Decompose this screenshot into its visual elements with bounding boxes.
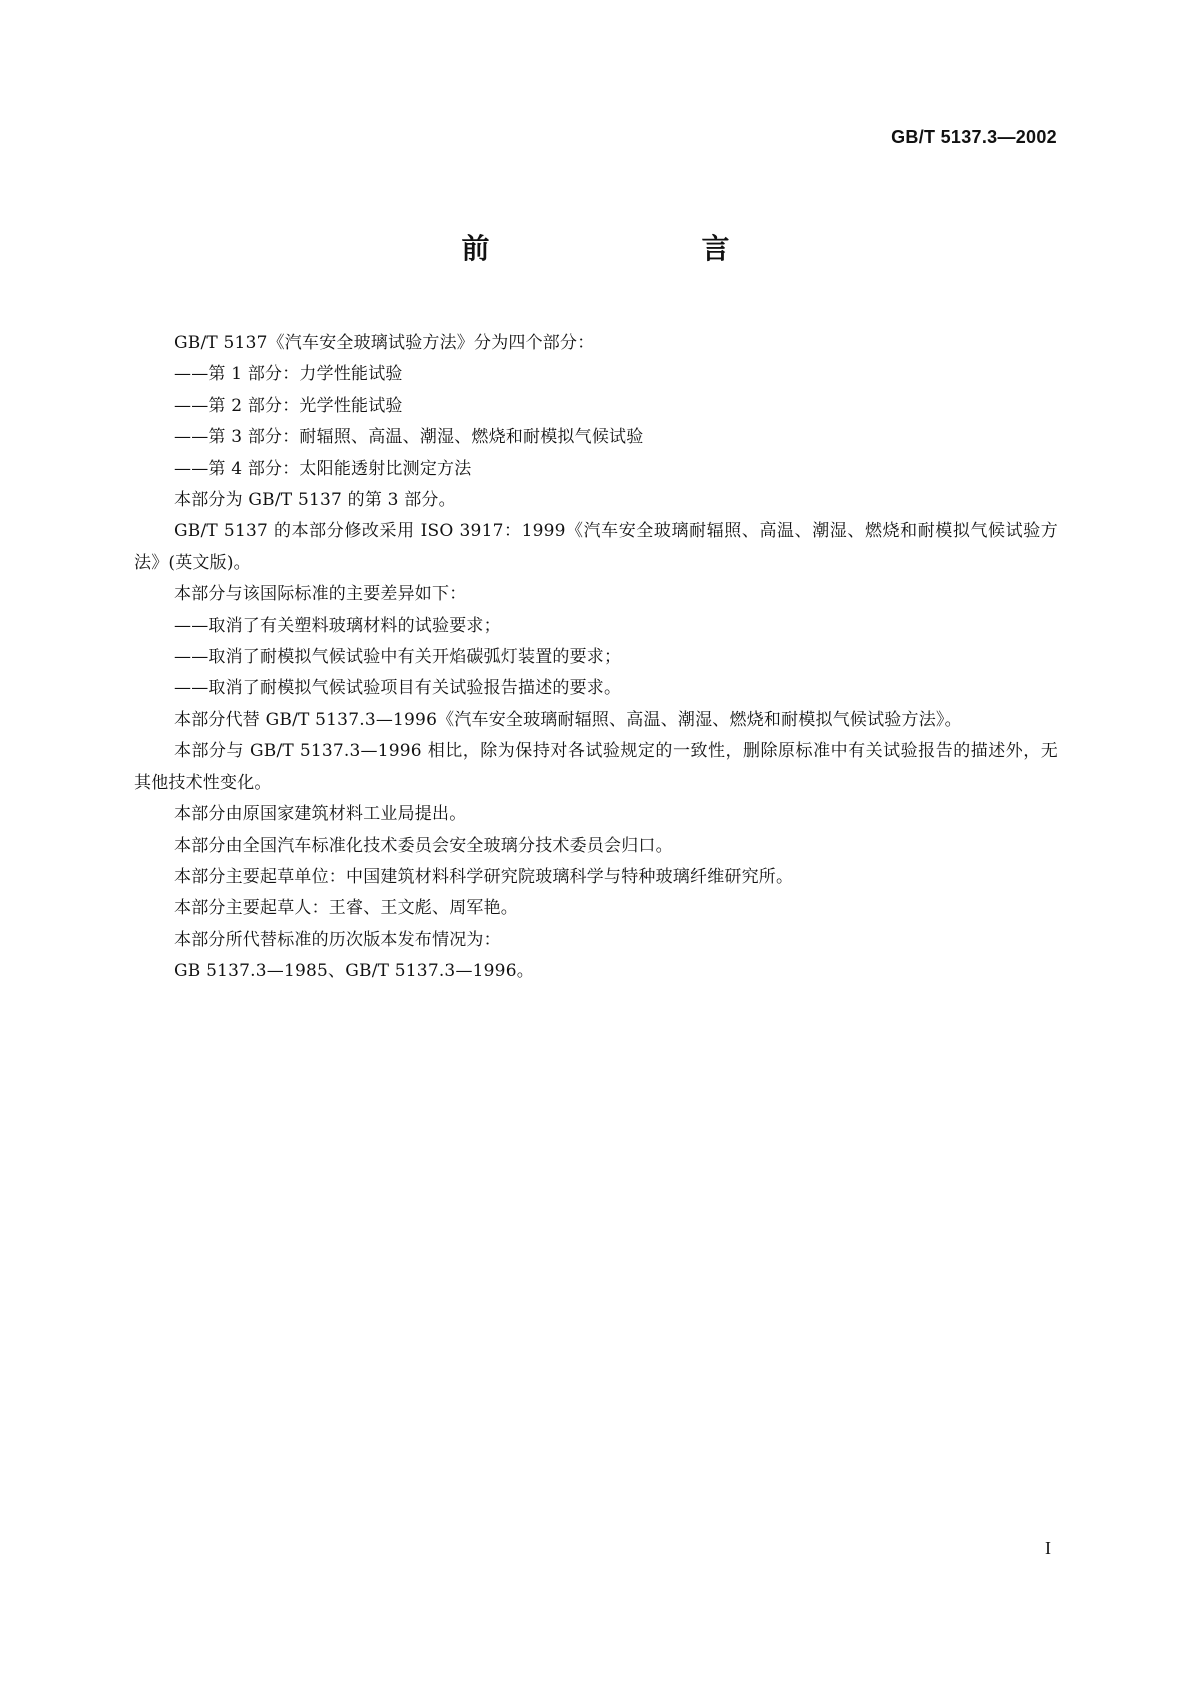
- list-item: ——第 1 部分：力学性能试验: [174, 364, 403, 385]
- paragraph: 本部分所代替标准的历次版本发布情况为：: [174, 929, 501, 950]
- paragraph: 本部分主要起草人：王睿、王文彪、周军艳。: [174, 898, 518, 919]
- list-item: ——取消了有关塑料玻璃材料的试验要求；: [174, 615, 501, 636]
- paragraph: 本部分代替 GB/T 5137.3—1996《汽车安全玻璃耐辐照、高温、潮湿、燃烧和耐模拟气候试验方法》。: [174, 709, 962, 730]
- paragraph: 本部分主要起草单位：中国建筑材料科学研究院玻璃科学与特种玻璃纤维研究所。: [174, 866, 794, 887]
- paragraph: GB/T 5137《汽车安全玻璃试验方法》分为四个部分：: [174, 333, 595, 353]
- page-number: I: [1045, 1538, 1051, 1558]
- paragraph: 本部分由全国汽车标准化技术委员会安全玻璃分技术委员会归口。: [174, 835, 673, 856]
- foreword-body: [134, 328, 1058, 988]
- paragraph: GB 5137.3—1985、GB/T 5137.3—1996。: [174, 961, 534, 982]
- paragraph: GB/T 5137 的本部分修改采用 ISO 3917：1999《汽车安全玻璃耐辐照、高温、潮湿、燃烧和耐模拟气候试验方法》(英文版)。: [134, 521, 1058, 573]
- list-item: ——第 3 部分：耐辐照、高温、潮湿、燃烧和耐模拟气候试验: [174, 427, 644, 448]
- paragraph: 本部分由原国家建筑材料工业局提出。: [174, 804, 467, 825]
- paragraph: 本部分与 GB/T 5137.3—1996 相比，除为保持对各试验规定的一致性，删除原标准中有关试验报告的描述外，无其他技术性变化。: [134, 741, 1058, 793]
- standard-number: GB/T 5137.3—2002: [891, 127, 1057, 147]
- paragraph: 本部分与该国际标准的主要差异如下：: [174, 584, 467, 605]
- list-item: ——取消了耐模拟气候试验中有关开焰碳弧灯装置的要求；: [174, 647, 622, 668]
- page-title: 前 言: [461, 232, 782, 265]
- list-item: ——第 4 部分：太阳能透射比测定方法: [174, 458, 472, 479]
- list-item: ——取消了耐模拟气候试验项目有关试验报告描述的要求。: [174, 678, 622, 699]
- paragraph: 本部分为 GB/T 5137 的第 3 部分。: [174, 490, 456, 511]
- list-item: ——第 2 部分：光学性能试验: [174, 395, 403, 416]
